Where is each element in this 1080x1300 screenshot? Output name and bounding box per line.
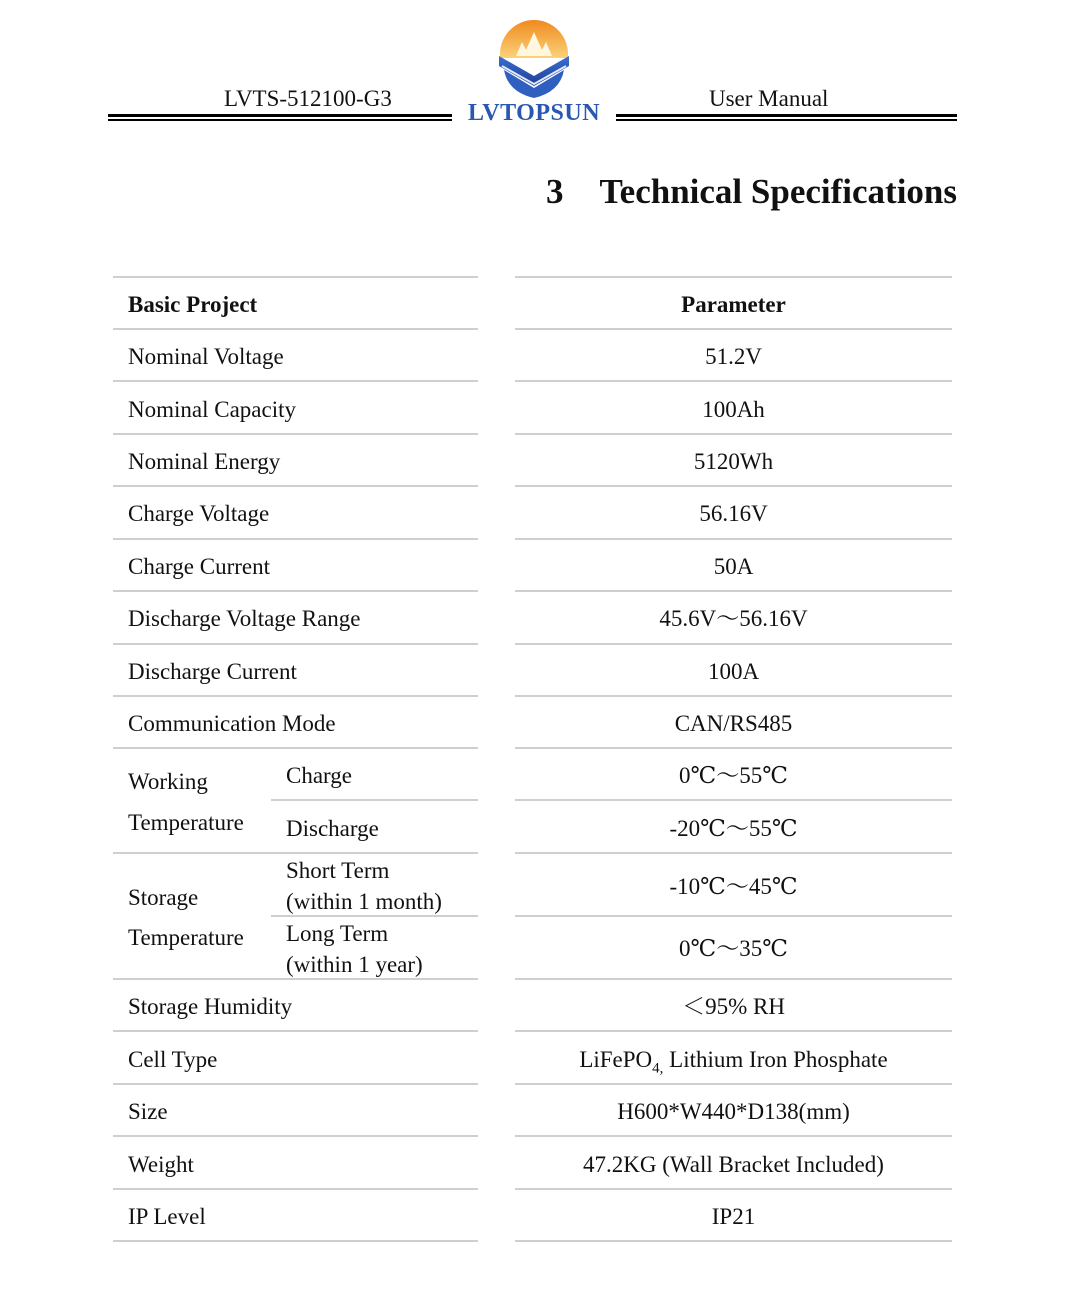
sub-label: Charge bbox=[286, 763, 353, 788]
table-rule bbox=[515, 380, 952, 382]
table-rule bbox=[515, 1188, 952, 1190]
row-value: 0℃～55℃ bbox=[679, 763, 788, 788]
table-rule bbox=[515, 747, 952, 749]
row-value bbox=[515, 1047, 952, 1077]
table-rule bbox=[113, 747, 478, 749]
row-label: Size bbox=[128, 1099, 168, 1124]
document-model: LVTS-512100-G3 bbox=[224, 86, 392, 111]
row-value: -20℃～55℃ bbox=[669, 816, 798, 841]
row-value: 0℃～35℃ bbox=[679, 936, 788, 961]
table-rule bbox=[113, 1030, 478, 1032]
sub-label: Discharge bbox=[286, 816, 379, 841]
table-rule bbox=[515, 485, 952, 487]
row-label: Nominal Energy bbox=[128, 449, 281, 474]
sub-label: Long Term bbox=[286, 921, 389, 946]
cell-type-formula: LiFePO bbox=[579, 1047, 653, 1072]
section-number: 3 bbox=[546, 172, 564, 211]
table-rule bbox=[515, 1240, 952, 1242]
row-value: 51.2V bbox=[705, 344, 762, 369]
row-value: 5120Wh bbox=[693, 449, 774, 474]
row-value: 100A bbox=[707, 659, 760, 684]
row-label: Nominal Voltage bbox=[128, 344, 284, 369]
table-rule bbox=[113, 328, 478, 330]
row-label: Nominal Capacity bbox=[128, 397, 296, 422]
row-label: Storage Humidity bbox=[128, 994, 293, 1019]
working-temp-label: Temperature bbox=[128, 810, 244, 835]
table-rule bbox=[515, 590, 952, 592]
row-label: Charge Voltage bbox=[128, 501, 270, 526]
table-rule bbox=[515, 538, 952, 540]
row-label: Communication Mode bbox=[128, 711, 336, 736]
table-rule bbox=[113, 1135, 478, 1137]
brand-logo bbox=[452, 18, 616, 128]
document-type: User Manual bbox=[709, 86, 829, 111]
table-rule bbox=[113, 1188, 478, 1190]
row-label: Charge Current bbox=[128, 554, 271, 579]
storage-temp-label: Temperature bbox=[128, 925, 244, 950]
table-rule bbox=[515, 1030, 952, 1032]
row-value: 47.2KG (Wall Bracket Included) bbox=[583, 1152, 884, 1177]
row-label: Weight bbox=[128, 1152, 194, 1177]
row-value: 56.16V bbox=[699, 501, 768, 526]
section-heading bbox=[546, 172, 957, 212]
table-rule bbox=[113, 1083, 478, 1085]
storage-temp-label: Storage bbox=[128, 885, 199, 910]
row-label: Cell Type bbox=[128, 1047, 218, 1072]
table-rule bbox=[515, 799, 952, 801]
cell-type-subscript: 4, bbox=[652, 1060, 664, 1077]
sub-label: (within 1 year) bbox=[286, 952, 423, 977]
table-rule bbox=[113, 538, 478, 540]
column-header-project: Basic Project bbox=[128, 292, 258, 317]
table-rule bbox=[113, 695, 478, 697]
row-value: 50A bbox=[713, 554, 754, 579]
working-temp-label: Working bbox=[128, 769, 208, 794]
table-rule bbox=[515, 1135, 952, 1137]
table-rule bbox=[515, 915, 952, 917]
table-rule bbox=[113, 380, 478, 382]
row-label: IP Level bbox=[128, 1204, 206, 1229]
table-rule bbox=[515, 695, 952, 697]
row-value: H600*W440*D138(mm) bbox=[617, 1099, 850, 1124]
table-rule bbox=[113, 643, 478, 645]
section-title: Technical Specifications bbox=[599, 172, 957, 211]
cell-type-name: Lithium Iron Phosphate bbox=[663, 1047, 888, 1072]
sub-label: (within 1 month) bbox=[286, 889, 442, 914]
table-rule bbox=[271, 799, 478, 801]
row-label: Discharge Voltage Range bbox=[128, 606, 361, 631]
table-rule bbox=[515, 328, 952, 330]
table-rule bbox=[113, 433, 478, 435]
table-rule bbox=[113, 590, 478, 592]
table-rule bbox=[113, 852, 478, 854]
row-value: IP21 bbox=[711, 1204, 756, 1229]
table-rule bbox=[515, 1083, 952, 1085]
row-value: -10℃～45℃ bbox=[669, 874, 798, 899]
brand-name: LVTOPSUN bbox=[452, 100, 616, 127]
row-label: Discharge Current bbox=[128, 659, 297, 684]
table-rule bbox=[113, 485, 478, 487]
table-rule bbox=[113, 276, 478, 278]
sun-logo-icon bbox=[494, 18, 574, 100]
row-value: 45.6V～56.16V bbox=[659, 606, 808, 631]
table-rule bbox=[515, 978, 952, 980]
sub-label: Short Term bbox=[286, 858, 390, 883]
table-rule bbox=[515, 276, 952, 278]
row-value: CAN/RS485 bbox=[674, 711, 793, 736]
row-value: ＜95% RH bbox=[682, 994, 785, 1019]
table-rule bbox=[515, 643, 952, 645]
table-rule bbox=[113, 1240, 478, 1242]
row-value: 100Ah bbox=[702, 397, 765, 422]
table-rule bbox=[113, 978, 478, 980]
column-header-parameter: Parameter bbox=[681, 292, 786, 317]
table-rule bbox=[271, 915, 478, 917]
table-rule bbox=[515, 433, 952, 435]
table-rule bbox=[515, 852, 952, 854]
